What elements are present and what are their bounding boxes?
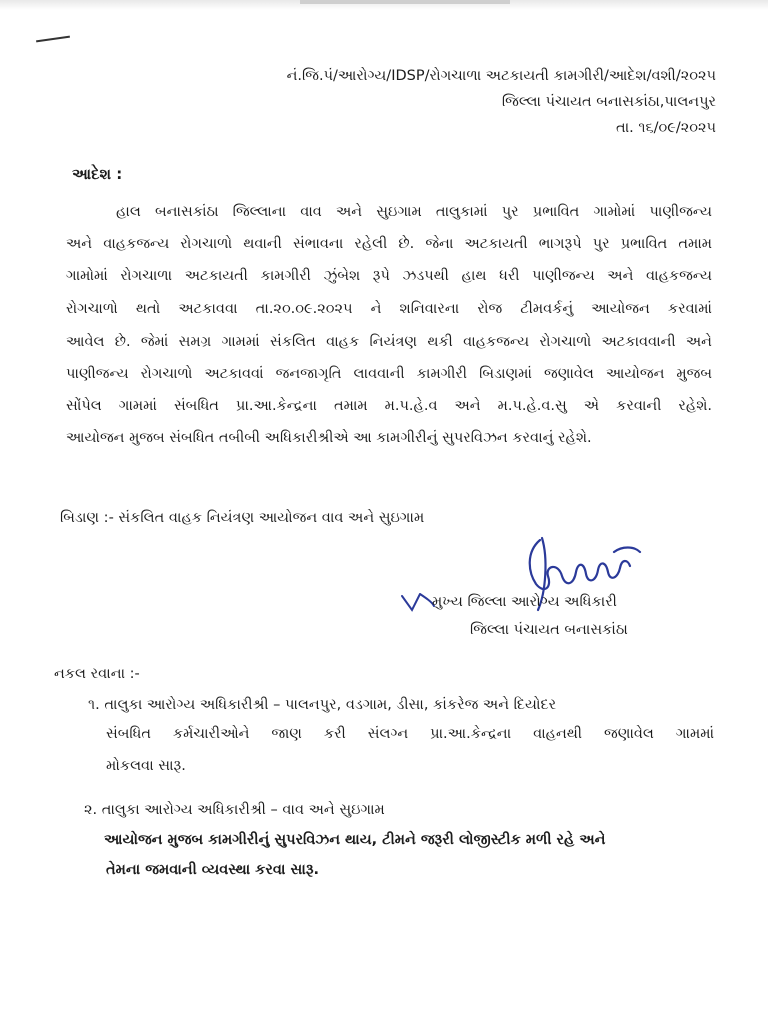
copy-item-line: આયોજન મુજબ કામગીરીનું સુપરવિઝન થાય, ટીમને જરૂરી લોજીસ્ટીક મળી રહે અને xyxy=(104,832,606,848)
order-line: રોગચાળો થતો અટકાવવા તા.૨૦.૦૯.૨૦૨૫ ને શનિવારના રોજ ટીમવર્કનું આયોજન કરવામાં xyxy=(66,301,712,317)
order-line: ગામોમાં રોગચાળા અટકાયતી કામગીરી ઝુંબેશ રૂપે ઝડપથી હાથ ધરી પાણીજન્ય અને વાહકજન્ય xyxy=(66,268,712,284)
reference-number: નં.જિ.પં/આરોગ્ય/IDSP/રોગચાળા અટકાયતી કામગીરી/આદેશ/વશી/૨૦૨૫ xyxy=(286,68,716,84)
order-line: પાણીજન્ય રોગચાળો અટકાવવાં જનજાગૃતિ લાવવાની કામગીરી બિડાણમાં જણાવેલ આયોજન મુજબ xyxy=(66,366,712,382)
order-line: સોંપેલ ગામમાં સંબધિત પ્રા.આ.કેન્દ્રના તમામ મ.પ.હે.વ અને મ.પ.હે.વ.સુ એ કરવાની રહેશે. xyxy=(66,398,712,414)
copy-item-line: સંબધિત કર્મચારીઓને જાણ કરી સંલગ્ન પ્રા.આ.કેન્દ્રના વાહનથી જણાવેલ ગામમાં xyxy=(106,726,714,742)
signatory-title: મુખ્ય જિલ્લા આરોગ્ય અધિકારી xyxy=(432,594,617,610)
signatory-office: જિલ્લા પંચાયત બનાસકાંઠા xyxy=(470,622,628,638)
order-line: અને વાહકજન્ય રોગચાળો થવાની સંભાવના રહેલી છે. જેના અટકાયતી ભાગરૂપે પુર પ્રભાવિત તમામ xyxy=(66,236,712,252)
order-heading: આદેશ : xyxy=(72,165,123,183)
order-line: આયોજન મુજબ સંબધિત તબીબી અધિકારીશ્રીએ આ કામગીરીનું સુપરવિઝન કરવાનું રહેશે. xyxy=(66,430,592,446)
copy-item-line: મોકલવા સારૂ. xyxy=(106,758,186,774)
copy-item-line: ૨. તાલુકા આરોગ્ય અધિકારીશ્રી – વાવ અને સુઇગામ xyxy=(84,802,385,818)
order-line: હાલ બનાસકાંઠા જિલ્લાના વાવ અને સુઇગામ તાલુકામાં પુર પ્રભાવિત ગામોમાં પાણીજન્ય xyxy=(116,204,712,220)
copy-item-line: તેમના જમવાની વ્યવસ્થા કરવા સારૂ. xyxy=(106,862,320,878)
enclosure-note: બિડાણ :- સંકલિત વાહક નિયંત્રણ આયોજન વાવ અને સુઇગામ xyxy=(60,510,425,526)
order-date: તા. ૧૬/૦૯/૨૦૨૫ xyxy=(616,120,716,136)
copy-to-heading: નકલ રવાના :- xyxy=(54,666,140,682)
scan-edge xyxy=(0,0,768,10)
order-line: આવેલ છે. જેમાં સમગ્ર ગામમાં સંકલિત વાહક નિયંત્રણ થકી વાહકજન્ય રોગચાળો અટકાવવાની અને xyxy=(66,334,712,350)
copy-item-line: ૧. તાલુકા આરોગ્ય અધિકારીશ્રી – પાલનપુર, વડગામ, ડીસા, કાંકરેજ અને દિયોદર xyxy=(88,697,557,713)
office-address: જિલ્લા પંચાયત બનાસકાંઠા,પાલનપુર xyxy=(501,94,716,110)
pen-mark xyxy=(36,36,70,43)
